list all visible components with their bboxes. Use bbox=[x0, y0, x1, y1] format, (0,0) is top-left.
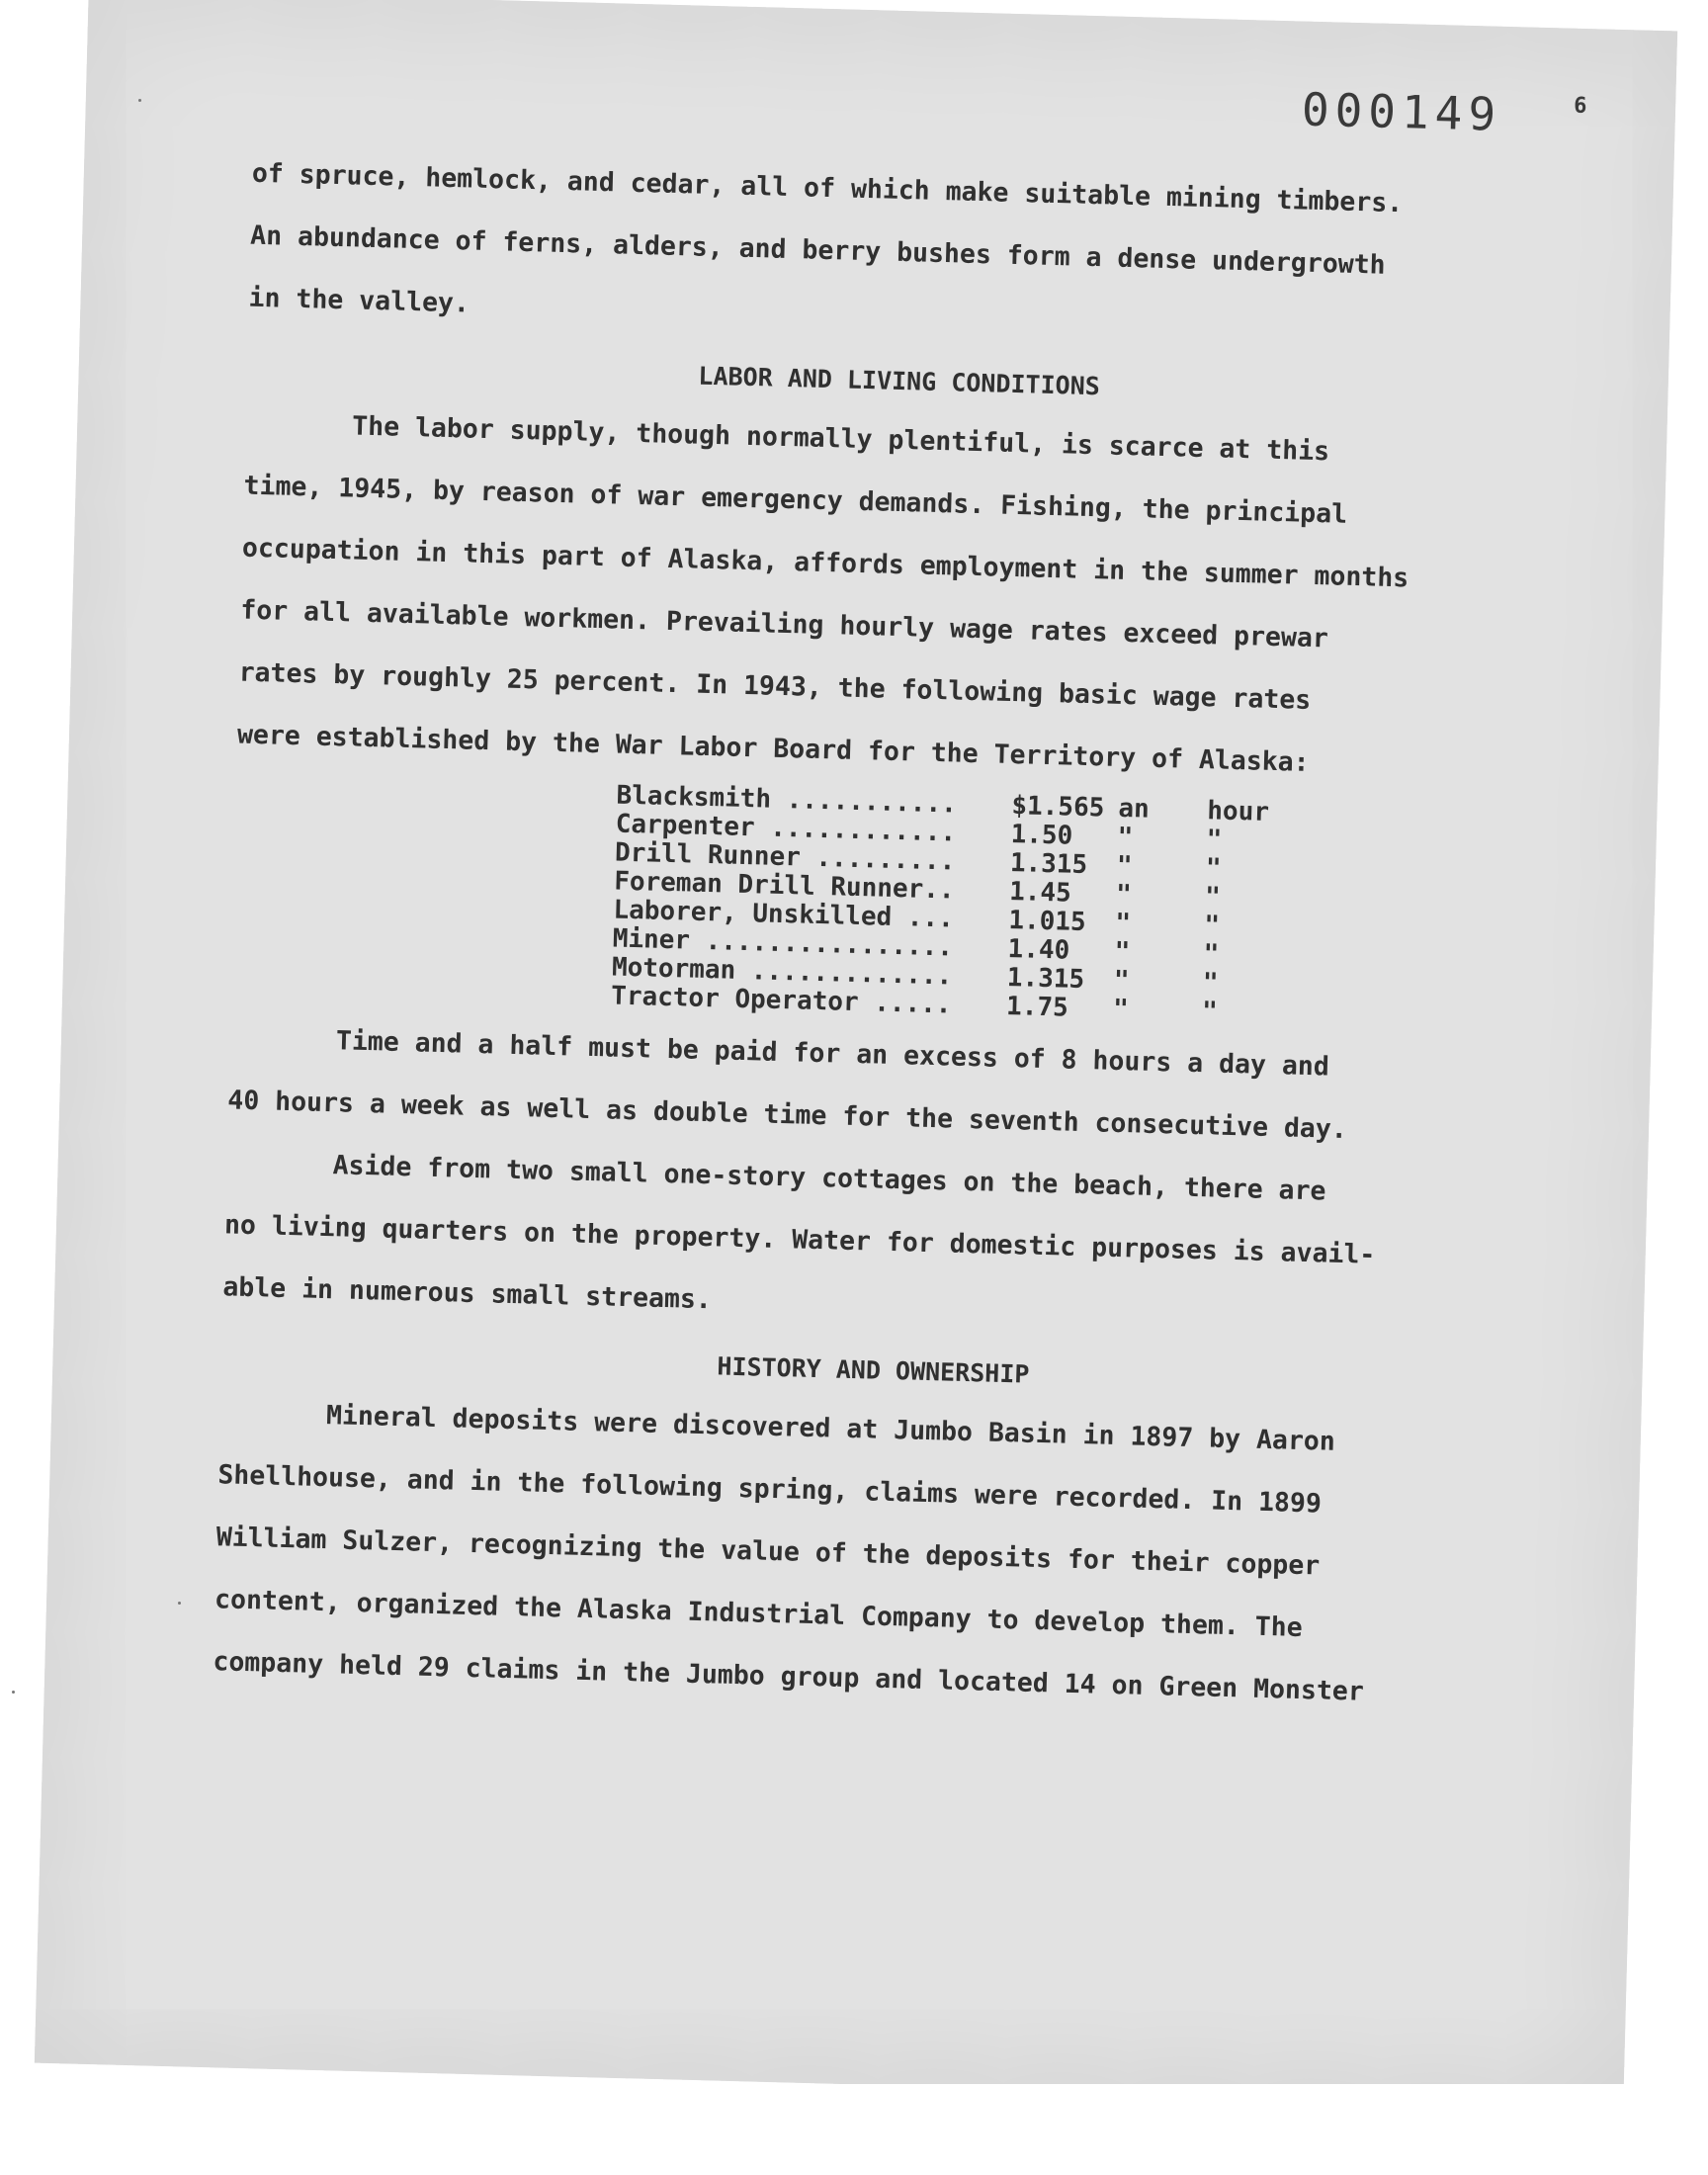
text-line: were established by the War Labor Board for the Territory of Alaska: bbox=[236, 719, 1310, 778]
labor-paragraph bbox=[236, 392, 1550, 800]
rate-period: " bbox=[1204, 882, 1222, 913]
wage-rate: $1.565 bbox=[1011, 791, 1105, 824]
rate-unit: " bbox=[1117, 822, 1134, 853]
rate-period: " bbox=[1206, 825, 1223, 855]
rate-unit: an bbox=[1118, 793, 1151, 825]
text-line: content, organized the Alaska Industrial Company to develop them. The bbox=[214, 1584, 1304, 1644]
job-title: Foreman Drill Runner.. bbox=[613, 866, 955, 906]
job-title: Tractor Operator ..... bbox=[610, 981, 952, 1020]
rate-unit: " bbox=[1113, 965, 1130, 997]
rate-period: " bbox=[1203, 939, 1220, 970]
rate-unit: " bbox=[1112, 994, 1130, 1025]
page-body bbox=[213, 142, 1558, 1727]
page-number: 6 bbox=[1573, 93, 1587, 120]
text-line: able in numerous small streams. bbox=[222, 1271, 713, 1316]
section-heading-history: HISTORY AND OWNERSHIP bbox=[717, 1351, 1030, 1389]
scan-margin bbox=[0, 2084, 1708, 2175]
job-title: Miner ................ bbox=[612, 923, 954, 963]
wage-rate: 1.45 bbox=[1008, 877, 1072, 909]
scanned-page bbox=[35, 0, 1677, 2105]
job-title: Blacksmith ........... bbox=[616, 780, 958, 820]
text-line: Shellhouse, and in the following spring, claims were recorded. In 1899 bbox=[217, 1459, 1323, 1520]
rate-period: " bbox=[1202, 968, 1219, 999]
text-line: for all available workmen. Prevailing hourly wage rates exceed prewar bbox=[239, 594, 1329, 654]
scan-speck bbox=[178, 1602, 181, 1605]
text-line: in the valley. bbox=[248, 282, 470, 319]
job-title: Motorman ............. bbox=[611, 952, 953, 992]
scan-speck bbox=[12, 1691, 15, 1694]
wage-rate: 1.40 bbox=[1007, 933, 1070, 966]
rate-unit: " bbox=[1114, 936, 1131, 968]
rate-period: " bbox=[1205, 853, 1222, 884]
rate-unit: " bbox=[1116, 850, 1133, 882]
text-line: William Sulzer, recognizing the value of the deposits for their copper bbox=[215, 1522, 1321, 1582]
job-title: Carpenter ............ bbox=[615, 809, 957, 848]
text-line: time, 1945, by reason of war emergency demands. Fishing, the principal bbox=[243, 470, 1348, 530]
wage-rate: 1.75 bbox=[1005, 991, 1069, 1023]
wage-rate-table bbox=[611, 782, 1277, 1028]
scan-speck bbox=[138, 99, 141, 102]
text-line: no living quarters on the property. Water for domestic purposes is avail- bbox=[223, 1209, 1376, 1270]
document-number: 000149 bbox=[1301, 82, 1502, 141]
text-line: occupation in this part of Alaska, affords employment in the summer months bbox=[241, 532, 1409, 594]
text-line: 40 hours a week as well as double time for the seventh consecutive day. bbox=[226, 1085, 1348, 1146]
text-line: rates by roughly 25 percent. In 1943, the following basic wage rates bbox=[238, 656, 1312, 716]
job-title: Drill Runner ......... bbox=[614, 837, 956, 877]
section-heading-labor: LABOR AND LIVING CONDITIONS bbox=[698, 361, 1101, 401]
intro-paragraph bbox=[248, 142, 1557, 363]
rate-unit: " bbox=[1114, 908, 1132, 939]
text-line: Time and a half must be paid for an excess of 8 hours a day and bbox=[335, 1025, 1330, 1083]
text-line: company held 29 claims in the Jumbo group and located 14 on Green Monster bbox=[213, 1646, 1365, 1707]
history-paragraph bbox=[213, 1381, 1525, 1726]
rate-period: " bbox=[1201, 997, 1219, 1027]
text-line: Mineral deposits were discovered at Jumbo Basin in 1897 by Aaron bbox=[325, 1400, 1336, 1457]
job-title: Laborer, Unskilled ... bbox=[613, 895, 955, 934]
text-line: An abundance of ferns, alders, and berry bushes form a dense undergrowth bbox=[249, 219, 1387, 281]
text-line: The labor supply, though normally plentiful, is scarce at this bbox=[351, 410, 1330, 468]
text-line: of spruce, hemlock, and cedar, all of which make suitable mining timbers. bbox=[251, 157, 1404, 219]
wage-rate: 1.015 bbox=[1008, 906, 1087, 938]
wage-rate: 1.315 bbox=[1006, 962, 1085, 996]
wage-rate: 1.315 bbox=[1009, 848, 1088, 881]
rate-period: " bbox=[1203, 911, 1221, 941]
wage-rate: 1.50 bbox=[1010, 820, 1073, 851]
text-line: Aside from two small one-story cottages on the beach, there are bbox=[332, 1150, 1326, 1207]
rate-period: hour bbox=[1206, 796, 1270, 827]
housing-paragraph bbox=[222, 1131, 1531, 1351]
rate-unit: " bbox=[1115, 879, 1133, 911]
